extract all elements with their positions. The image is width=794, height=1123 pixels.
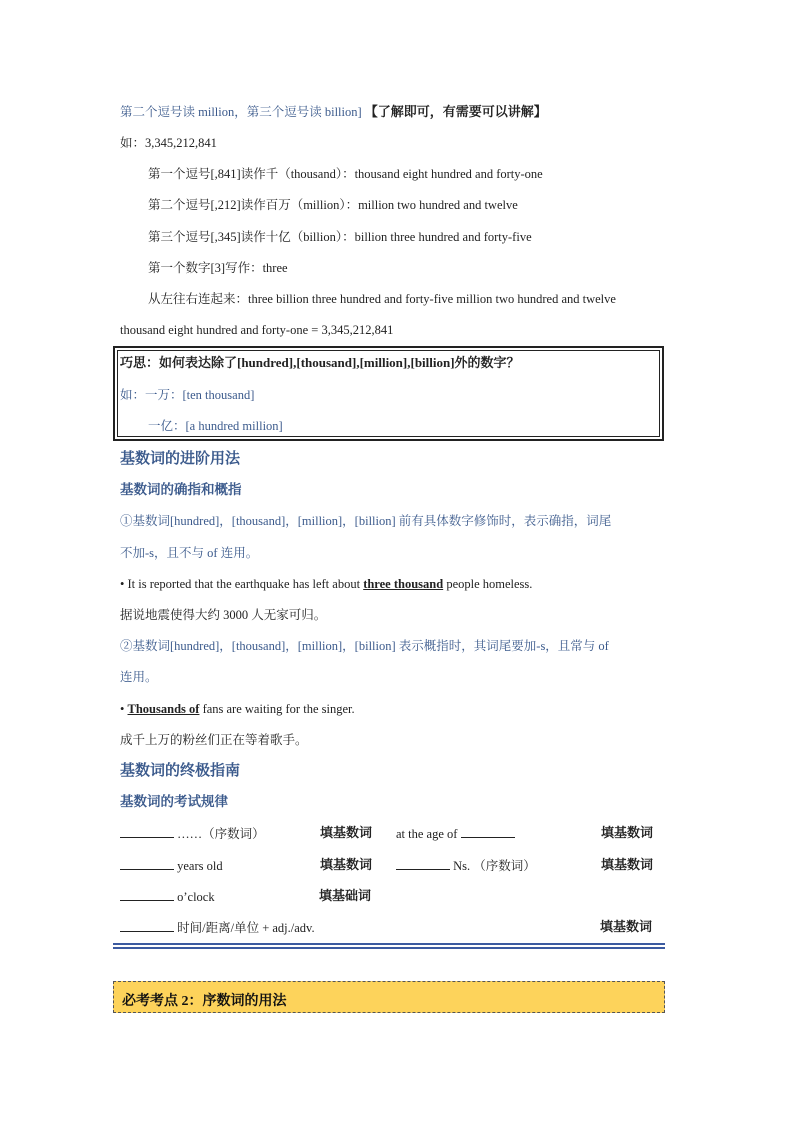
intro-line-1-text: 第二个逗号读 million，第三个逗号读 billion] xyxy=(120,105,362,119)
answer-blank xyxy=(120,919,174,932)
rule-row-2-right xyxy=(396,857,536,874)
example-2-post: fans are waiting for the singer. xyxy=(199,702,355,716)
rule-row-3-left-fill: 填基础词 xyxy=(319,888,372,903)
rule-row-1-right xyxy=(396,825,515,842)
rule-row-1-left-text: ……（序数词） xyxy=(177,827,265,841)
section-divider-top xyxy=(113,943,665,945)
answer-blank xyxy=(120,888,174,901)
example-sentence-1 xyxy=(120,576,532,592)
rule-row-4-left xyxy=(120,919,315,936)
rule-row-1-right-text: at the age of xyxy=(396,827,458,841)
comma-2-reading: 第二个逗号[,212]读作百万（million）：million two hundred and twelve xyxy=(148,198,518,212)
think-box-title: 巧思：如何表达除了[hundred],[thousand],[million],[billion]外的数字？ xyxy=(120,355,520,370)
rule-row-3-left xyxy=(120,888,215,905)
section-divider-bottom xyxy=(113,947,665,949)
think-box-example-1: 如：一万：[ten thousand] xyxy=(120,388,255,402)
rule-row-2-left-text: years old xyxy=(177,859,223,873)
example-1-post: people homeless. xyxy=(443,577,533,591)
example-label: 如：3,345,212,841 xyxy=(120,136,217,150)
rule-1-line-a: ①基数词[hundred]，[thousand]，[million]，[billion] 前有具体数字修饰时，表示确指，词尾 xyxy=(120,514,612,528)
rule-row-2-left-fill: 填基数词 xyxy=(320,857,373,872)
rule-row-1-right-fill: 填基数词 xyxy=(601,825,654,840)
rule-2-line-b: 连用。 xyxy=(120,670,158,684)
rule-2-line-a: ②基数词[hundred]，[thousand]，[million]，[billion] 表示概指时，其词尾要加-s，且常与 of xyxy=(120,639,609,653)
example-2-pre: • xyxy=(120,702,128,716)
section-2-banner xyxy=(113,981,665,1013)
rule-row-1-left xyxy=(120,825,265,842)
combined-reading-1: 从左往右连起来：three billion three hundred and forty-five million two hundred and twelve xyxy=(148,292,616,306)
rule-row-4-left-text: 时间/距离/单位 + adj./adv. xyxy=(177,921,315,935)
rule-row-2-right-fill: 填基数词 xyxy=(601,857,654,872)
example-sentence-2 xyxy=(120,701,355,717)
example-1-translation: 据说地震使得大约 3000 人无家可归。 xyxy=(120,608,327,622)
rule-1-line-b: 不加-s，且不与 of 连用。 xyxy=(120,546,259,560)
think-box-example-2: 一亿：[a hundred million] xyxy=(148,419,283,433)
intro-line-1-note: 【了解即可，有需要可以讲解】 xyxy=(364,104,547,119)
rule-row-2-left xyxy=(120,857,223,874)
ultimate-subheading: 基数词的考试规律 xyxy=(120,794,228,809)
rule-row-3-left-text: o’clock xyxy=(177,890,215,904)
comma-1-reading: 第一个逗号[,841]读作千（thousand）：thousand eight hundred and forty-one xyxy=(148,167,543,181)
example-1-underlined: three thousand xyxy=(363,577,444,591)
answer-blank xyxy=(461,825,515,838)
digit-1-reading: 第一个数字[3]写作：three xyxy=(148,261,288,275)
example-2-translation: 成千上万的粉丝们正在等着歌手。 xyxy=(120,733,308,747)
rule-row-2-right-text: Ns. （序数词） xyxy=(453,859,536,873)
example-1-pre: • It is reported that the earthquake has left about xyxy=(120,577,364,591)
section-2-title: 必考考点 2：序数词的用法 xyxy=(122,994,287,1009)
intro-line-1 xyxy=(120,104,547,120)
answer-blank xyxy=(120,825,174,838)
combined-reading-2: thousand eight hundred and forty-one = 3,345,212,841 xyxy=(120,323,394,337)
advanced-subheading: 基数词的确指和概指 xyxy=(120,482,242,497)
rule-row-1-left-fill: 填基数词 xyxy=(320,825,373,840)
comma-3-reading: 第三个逗号[,345]读作十亿（billion）：billion three hundred and forty-five xyxy=(148,230,532,244)
answer-blank xyxy=(396,857,450,870)
ultimate-heading: 基数词的终极指南 xyxy=(120,762,241,779)
answer-blank xyxy=(120,857,174,870)
rule-row-4-right-fill: 填基数词 xyxy=(600,919,653,934)
advanced-heading: 基数词的进阶用法 xyxy=(120,450,241,467)
example-2-underlined: Thousands of xyxy=(127,702,200,716)
